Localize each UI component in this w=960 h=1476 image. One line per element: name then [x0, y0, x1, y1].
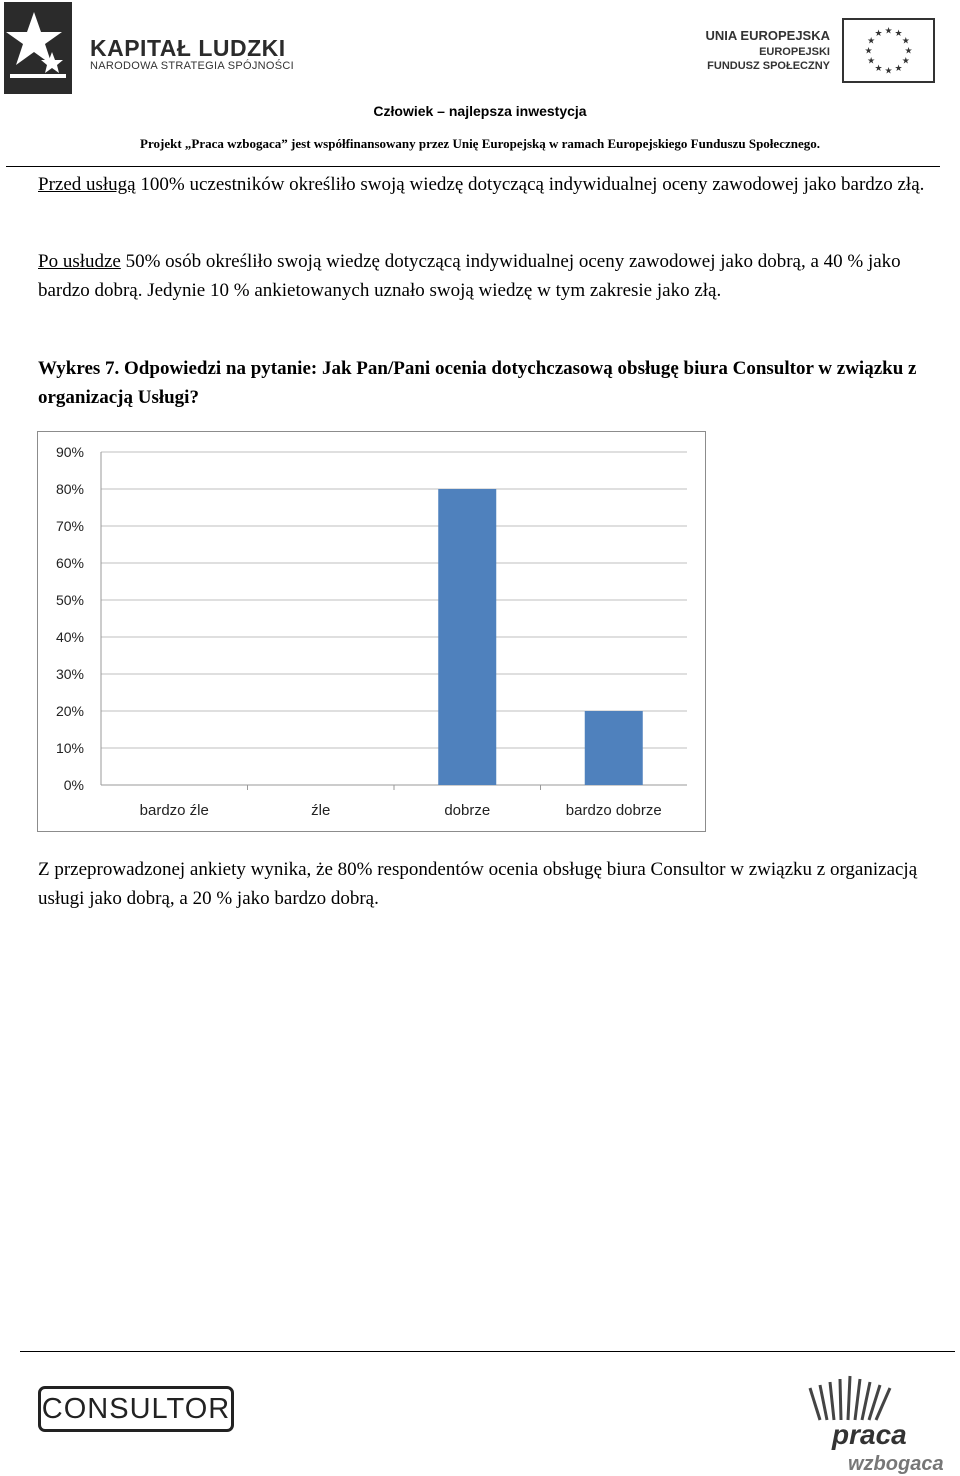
y-tick-label: 60% — [55, 555, 84, 571]
eu-star-icon: ★ — [904, 46, 913, 57]
eu-line-3: FUNDUSZ SPOŁECZNY — [707, 60, 830, 72]
logo-ray — [848, 1376, 850, 1420]
bar-bardzo-dobrze — [585, 711, 643, 785]
paragraph-before — [38, 170, 938, 199]
eu-line-1: UNIA EUROPEJSKA — [705, 28, 830, 43]
eu-flag-icon — [842, 18, 935, 83]
project-info: Projekt „Praca wzbogaca” jest współfinansowany przez Unię Europejską w ramach Europejskiego Funduszu Społecznego. — [140, 136, 820, 151]
logo-ray — [855, 1379, 860, 1420]
bar-chart — [37, 431, 706, 832]
footer-divider — [20, 1351, 955, 1352]
consultor-logo: CONSULTOR — [38, 1386, 234, 1432]
logo-ray — [810, 1388, 820, 1420]
eu-star-icon: ★ — [874, 29, 883, 40]
kapital-ludzki-title: KAPITAŁ LUDZKI — [90, 35, 286, 61]
chart-caption: Wykres 7. Odpowiedzi na pytanie: Jak Pan/Pani ocenia dotychczasową obsługę biura Consultor w związku z organizacją Usługi? — [38, 358, 917, 408]
logo-ray — [862, 1382, 870, 1420]
after-label: Po usłudze — [38, 251, 121, 272]
paragraph-after — [38, 247, 938, 305]
before-text: 100% uczestników określiło swoją wiedzę dotyczącą indywidualnej oceny zawodowej jako bardzo złą. — [135, 174, 925, 195]
eu-star-icon: ★ — [874, 63, 883, 74]
x-category-label: bardzo źle — [139, 802, 209, 819]
paragraph-summary: Z przeprowadzonej ankiety wynika, że 80% respondentów ocenia obsługę biura Consultor w związku z organizacją usługi jako dobrą, a 20 % jako bardzo dobrą. — [38, 859, 918, 909]
y-tick-label: 70% — [55, 518, 84, 534]
wzbogaca-word: wzbogaca — [848, 1453, 944, 1475]
praca-word: praca — [832, 1419, 907, 1450]
y-tick-label: 20% — [55, 703, 84, 719]
eu-star-icon: ★ — [901, 56, 910, 67]
eu-star-icon: ★ — [867, 36, 876, 47]
logo-ray — [840, 1379, 841, 1420]
motto: Człowiek – najlepsza inwestycja — [373, 103, 587, 119]
eu-star-icon: ★ — [864, 46, 873, 57]
eu-star-icon: ★ — [867, 56, 876, 67]
after-text: 50% osób określiło swoją wiedzę dotyczącą indywidualnej oceny zawodowej jako dobrą, a 40 % jako bardzo dobrą. Jedynie 10 % ankietowanych uznało swoją wiedzę w tym zakresie jako złą. — [38, 251, 901, 301]
praca-wzbogaca-logo — [790, 1372, 960, 1476]
y-tick-label: 40% — [55, 629, 84, 645]
eu-star-icon: ★ — [901, 36, 910, 47]
y-tick-label: 90% — [55, 444, 84, 460]
y-tick-label: 50% — [55, 592, 84, 608]
kapital-ludzki-logo — [4, 2, 304, 94]
header-divider — [6, 166, 940, 167]
y-tick-label: 30% — [55, 666, 84, 682]
eu-star-icon: ★ — [894, 63, 903, 74]
before-label: Przed usługą — [38, 174, 136, 195]
y-tick-label: 10% — [55, 740, 84, 756]
kapital-ludzki-star-icon — [4, 2, 72, 94]
eu-line-2: EUROPEJSKI — [759, 46, 830, 58]
logo-ray — [820, 1385, 827, 1420]
y-tick-label: 80% — [55, 481, 84, 497]
eu-star-icon: ★ — [884, 66, 893, 77]
kapital-ludzki-subtitle: NARODOWA STRATEGIA SPÓJNOŚCI — [90, 60, 294, 72]
eu-star-icon: ★ — [884, 26, 893, 37]
eu-star-icon: ★ — [894, 29, 903, 40]
eu-text-block — [706, 28, 830, 72]
bar-dobrze — [438, 489, 496, 785]
y-tick-label: 0% — [63, 777, 84, 793]
x-category-label: dobrze — [444, 802, 491, 819]
x-category-label: źle — [311, 802, 331, 819]
logo-ray — [830, 1382, 834, 1420]
x-category-label: bardzo dobrze — [565, 802, 662, 819]
